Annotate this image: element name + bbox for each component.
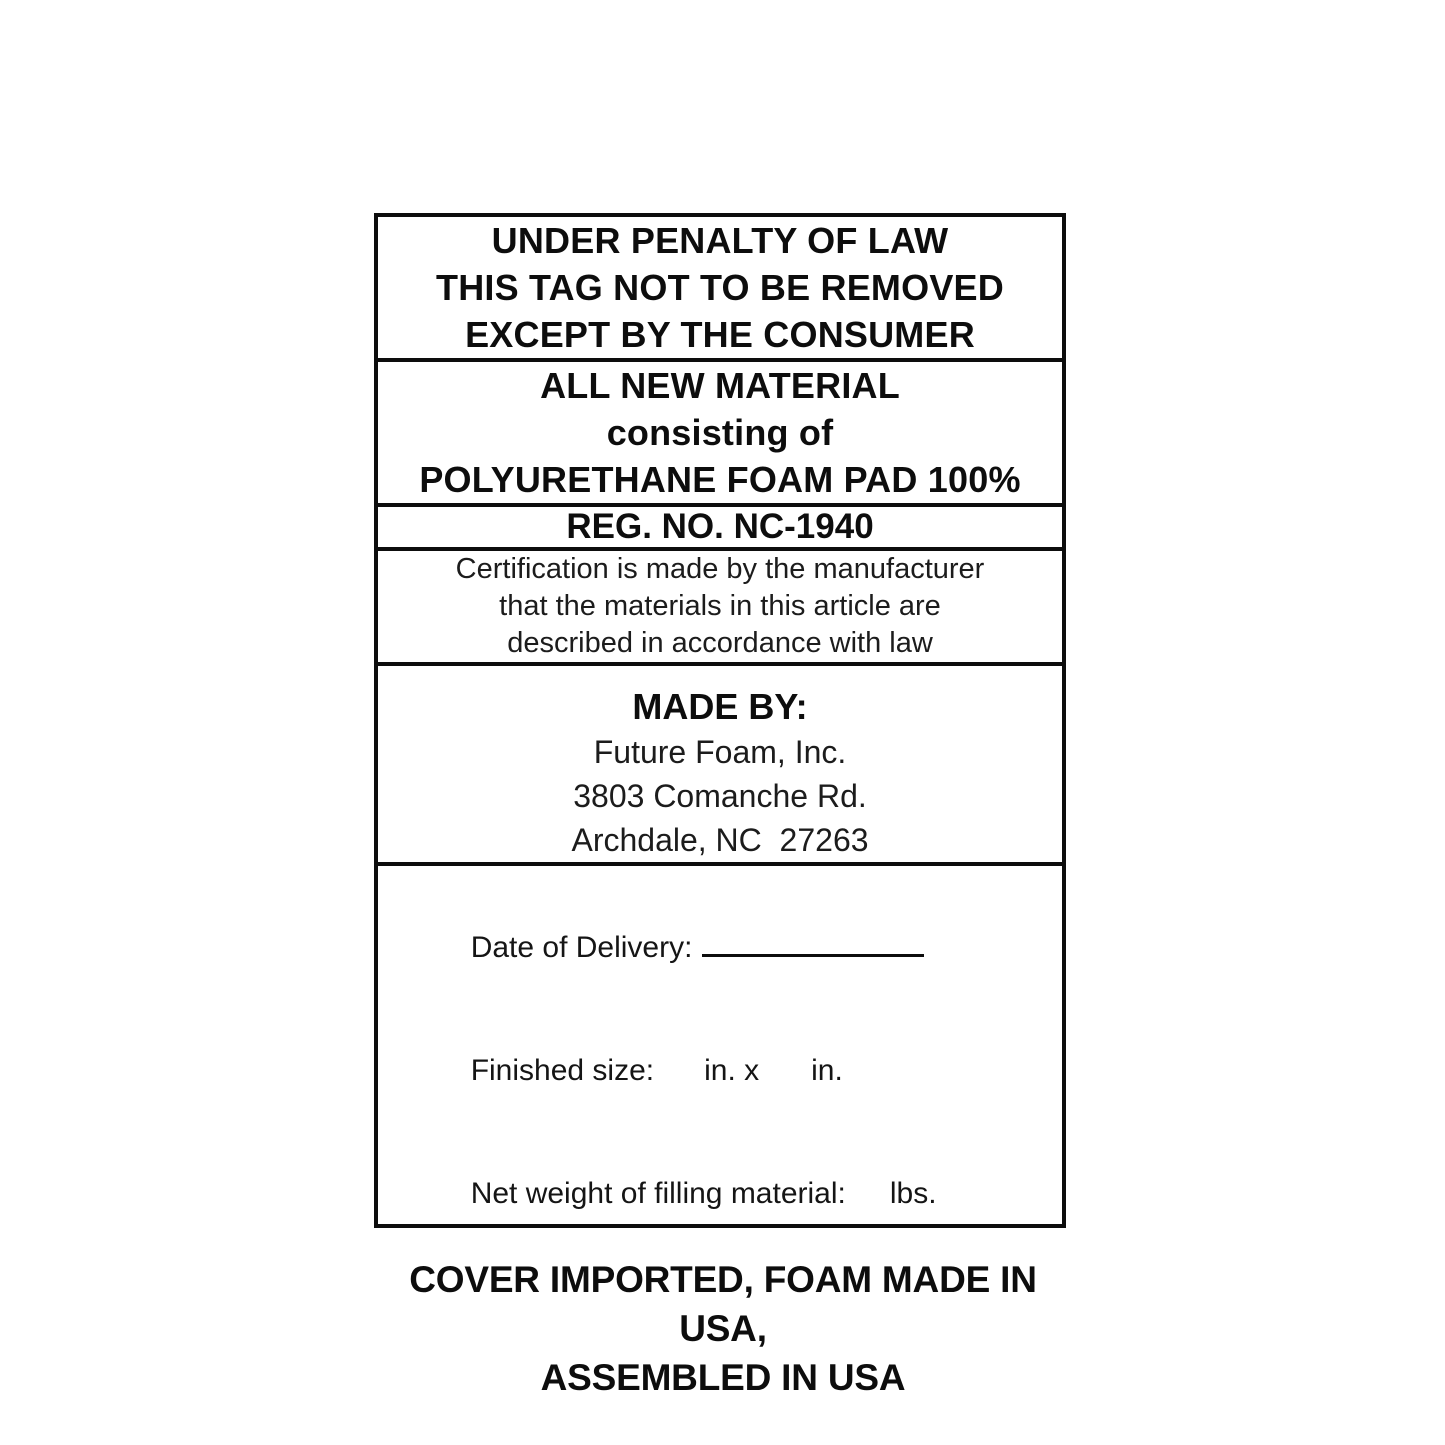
penalty-line: UNDER PENALTY OF LAW [491, 220, 949, 261]
net-weight-row [404, 1132, 1042, 1255]
date-blank-line [702, 927, 924, 957]
certification-line: described in accordance with law [507, 627, 933, 659]
law-tag [374, 213, 1066, 1398]
delivery-section [378, 866, 1062, 1420]
certification-section [378, 551, 1062, 666]
manufacturer-city: Archdale, NC 27263 [571, 822, 869, 858]
certification-line: Certification is made by the manufacturer [455, 553, 985, 585]
made-by-section [378, 666, 1062, 866]
material-section [378, 362, 1062, 507]
manufacturer-street: 3803 Comanche Rd. [573, 778, 867, 814]
registration-number: REG. NO. NC-1940 [566, 507, 874, 546]
net-weight-label: Net weight of filling material: [470, 1177, 846, 1210]
penalty-line: THIS TAG NOT TO BE REMOVED [436, 267, 1004, 308]
finished-size-label: Finished size: [470, 1054, 655, 1087]
date-of-delivery-label: Date of Delivery: [470, 931, 693, 964]
finished-size-unit-1: in. x [704, 1054, 760, 1087]
date-of-delivery-row [404, 886, 1042, 1009]
material-line: consisting of [606, 412, 834, 453]
material-line: POLYURETHANE FOAM PAD 100% [419, 459, 1021, 500]
manufacturer-name: Future Foam, Inc. [593, 734, 847, 770]
finished-size-unit-2: in. [811, 1054, 843, 1087]
origin-statement [404, 1255, 1047, 1410]
material-line: ALL NEW MATERIAL [540, 365, 900, 406]
origin-line: COVER IMPORTED, FOAM MADE IN USA, [409, 1259, 1047, 1349]
penalty-line: EXCEPT BY THE CONSUMER [465, 314, 975, 355]
registration-section [378, 507, 1062, 551]
net-weight-unit: lbs. [889, 1177, 937, 1210]
certification-line: that the materials in this article are [499, 590, 941, 622]
finished-size-row [404, 1009, 1042, 1132]
origin-line: ASSEMBLED IN USA [540, 1357, 906, 1398]
penalty-section [378, 217, 1062, 362]
made-by-heading: MADE BY: [632, 686, 808, 727]
